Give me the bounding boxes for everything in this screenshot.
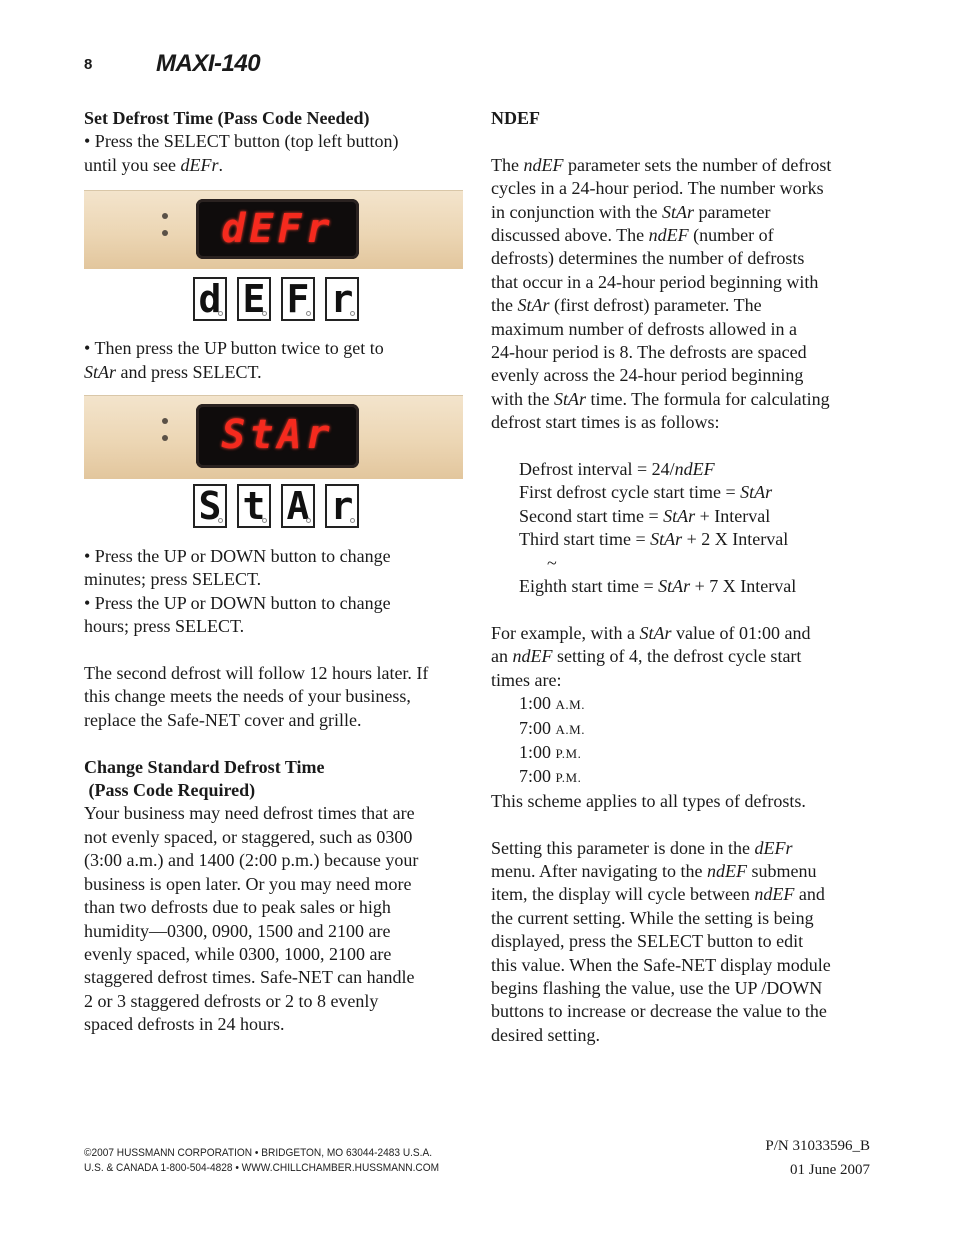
section-heading-ndef: NDEF xyxy=(491,108,540,128)
document-date: 01 June 2007 xyxy=(790,1162,870,1178)
segment-digit: S xyxy=(193,484,227,528)
display-photo-defr xyxy=(84,190,463,269)
footer-copyright xyxy=(84,1146,439,1176)
paragraph: StAr and press SELECT. xyxy=(84,361,262,382)
paragraph: times are: xyxy=(491,669,562,690)
formula-line: Defrost interval = 24/ndEF xyxy=(519,459,715,480)
right-column xyxy=(491,107,875,1047)
paragraph: defrost start times is as follows: xyxy=(491,412,720,433)
paragraph: 24-hour period is 8. The defrosts are spaced xyxy=(491,342,807,363)
paragraph: (3:00 a.m.) and 1400 (2:00 p.m.) because your xyxy=(84,850,419,871)
segment-digits-defr xyxy=(193,277,464,321)
paragraph: The ndEF parameter sets the number of defrost xyxy=(491,154,832,175)
paragraph: 2 or 3 staggered defrosts or 2 to 8 evenly xyxy=(84,990,379,1011)
paragraph: the current setting. While the setting is being xyxy=(491,907,814,928)
paragraph: the StAr (first defrost) parameter. The xyxy=(491,295,762,316)
led-display xyxy=(196,404,359,468)
paragraph: with the StAr time. The formula for calculating xyxy=(491,388,830,409)
paragraph: this change meets the needs of your business, xyxy=(84,686,411,707)
paragraph: discussed above. The ndEF (number of xyxy=(491,225,774,246)
paragraph: an ndEF setting of 4, the defrost cycle start xyxy=(491,646,802,667)
time-item: 7:00 A.M. xyxy=(519,717,585,738)
footer-line: ©2007 HUSSMANN CORPORATION • BRIDGETON, MO 63044-2483 U.S.A. xyxy=(84,1147,433,1159)
paragraph: • Press the UP or DOWN button to change xyxy=(84,546,391,567)
paragraph: replace the Safe-NET cover and grille. xyxy=(84,709,362,730)
formula-line: Eighth start time = StAr + 7 X Interval xyxy=(519,576,797,597)
paragraph: For example, with a StAr value of 01:00 and xyxy=(491,622,811,643)
paragraph: that occur in a 24-hour period beginning with xyxy=(491,271,819,292)
paragraph: in conjunction with the StAr parameter xyxy=(491,201,771,222)
paragraph: staggered defrost times. Safe-NET can handle xyxy=(84,967,415,988)
time-item: 1:00 A.M. xyxy=(519,693,585,714)
display-photo-star xyxy=(84,395,463,479)
paragraph: minutes; press SELECT. xyxy=(84,569,262,590)
paragraph: menu. After navigating to the ndEF submenu xyxy=(491,860,817,881)
indicator-dots xyxy=(162,213,170,247)
paragraph: Setting this parameter is done in the dEFr xyxy=(491,837,793,858)
paragraph: evenly spaced, while 0300, 1000, 2100 are xyxy=(84,943,392,964)
paragraph: cycles in a 24-hour period. The number works xyxy=(491,178,824,199)
segment-digit: r xyxy=(325,277,359,321)
section-heading-set-defrost: Set Defrost Time (Pass Code Needed) xyxy=(84,108,370,128)
segment-digits-star xyxy=(193,484,464,528)
paragraph: spaced defrosts in 24 hours. xyxy=(84,1014,285,1035)
led-readout: StAr xyxy=(221,412,334,459)
led-display xyxy=(196,199,359,259)
paragraph: desired setting. xyxy=(491,1024,600,1045)
segment-digit: E xyxy=(237,277,271,321)
paragraph: defrosts) determines the number of defrosts xyxy=(491,248,805,269)
section-heading-change-defrost: Change Standard Defrost Time xyxy=(84,756,325,777)
footer-line: U.S. & CANADA 1-800-504-4828 • WWW.CHILLCHAMBER.HUSSMANN.COM xyxy=(84,1162,440,1174)
paragraph: until you see dEFr. xyxy=(84,154,223,175)
segment-digit: A xyxy=(281,484,315,528)
segment-digit: F xyxy=(281,277,315,321)
formula-line: Second start time = StAr + Interval xyxy=(519,505,771,526)
paragraph: • Press the UP or DOWN button to change xyxy=(84,592,391,613)
paragraph: • Press the SELECT button (top left button) xyxy=(84,131,399,152)
paragraph: begins flashing the value, use the UP /DOWN xyxy=(491,977,823,998)
led-readout: dEFr xyxy=(221,205,334,252)
paragraph: displayed, press the SELECT button to edit xyxy=(491,931,804,952)
paragraph: Your business may need defrost times that are xyxy=(84,803,415,824)
formula-line: Third start time = StAr + 2 X Interval xyxy=(519,529,789,550)
paragraph: than two defrosts due to peak sales or high xyxy=(84,897,391,918)
page-number: 8 xyxy=(84,56,93,73)
paragraph: this value. When the Safe-NET display module xyxy=(491,954,831,975)
paragraph: item, the display will cycle between ndEF and xyxy=(491,884,825,905)
paragraph: hours; press SELECT. xyxy=(84,616,245,637)
paragraph: The second defrost will follow 12 hours later. If xyxy=(84,663,429,684)
segment-digit: t xyxy=(237,484,271,528)
paragraph: maximum number of defrosts allowed in a xyxy=(491,318,797,339)
footer-part-info xyxy=(765,1134,870,1182)
segment-digit: r xyxy=(325,484,359,528)
paragraph: • Then press the UP button twice to get to xyxy=(84,338,384,359)
page-title: MAXI-140 xyxy=(156,50,261,77)
paragraph: not evenly spaced, or staggered, such as 0300 xyxy=(84,826,413,847)
time-item: 1:00 P.M. xyxy=(519,741,582,762)
part-number: P/N 31033596_B xyxy=(765,1138,870,1154)
section-subheading: (Pass Code Required) xyxy=(84,780,256,801)
left-column xyxy=(84,107,464,1037)
paragraph: buttons to increase or decrease the value to the xyxy=(491,1001,827,1022)
paragraph: This scheme applies to all types of defrosts. xyxy=(491,790,806,811)
segment-digit: d xyxy=(193,277,227,321)
paragraph: evenly across the 24-hour period beginning xyxy=(491,365,804,386)
time-item: 7:00 P.M. xyxy=(519,766,582,787)
paragraph: humidity—0300, 0900, 1500 and 2100 are xyxy=(84,920,391,941)
indicator-dots xyxy=(162,418,170,452)
paragraph: business is open later. Or you may need more xyxy=(84,873,412,894)
formula-line: First defrost cycle start time = StAr xyxy=(519,482,773,503)
formula-ellipsis: ~ xyxy=(547,552,557,573)
